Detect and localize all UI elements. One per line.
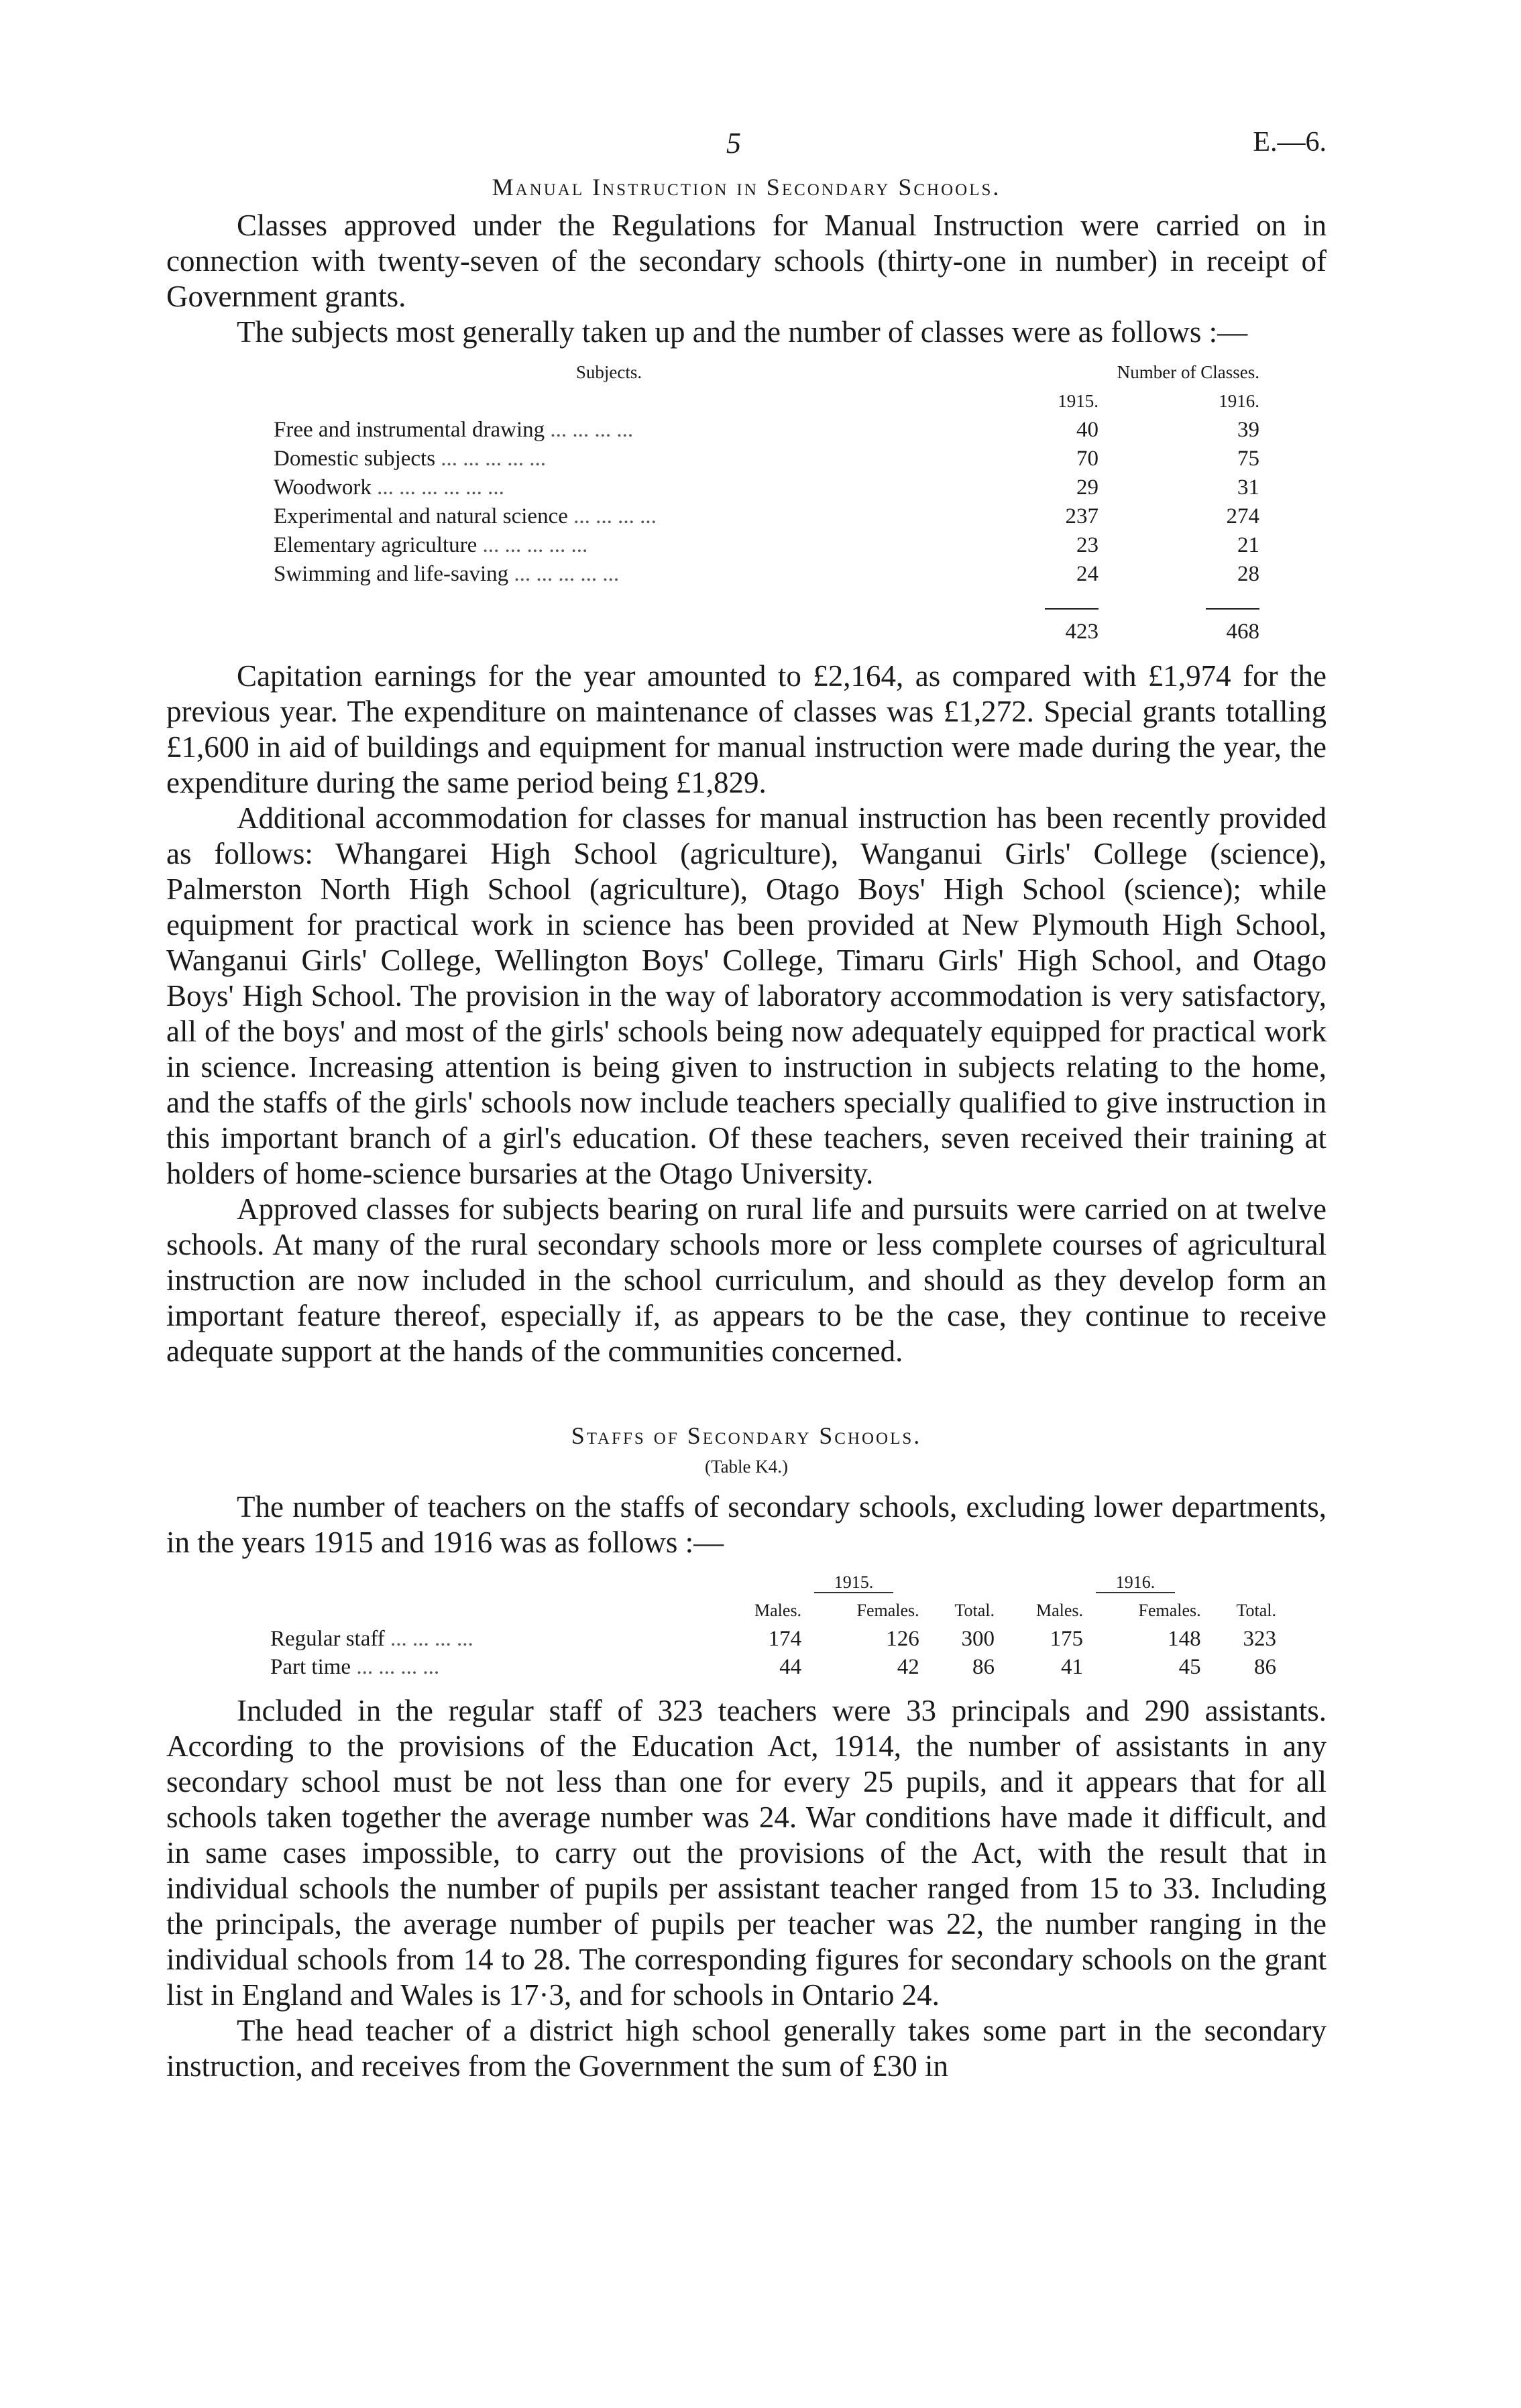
classes-table-wrap bbox=[166, 358, 1327, 646]
subject-name: Experimental and natural science bbox=[274, 504, 568, 528]
leader-dots: ... ... ... ... ... bbox=[441, 447, 547, 471]
staff-table bbox=[270, 1568, 1276, 1681]
cell: 42 bbox=[897, 1655, 919, 1679]
value-1915: 40 bbox=[1076, 418, 1098, 442]
total-row bbox=[274, 618, 1259, 646]
cell: 41 bbox=[1061, 1655, 1084, 1679]
value-1916: 28 bbox=[1237, 562, 1259, 586]
value-1915: 23 bbox=[1076, 533, 1098, 557]
col-header: Total. bbox=[954, 1601, 995, 1620]
table-row bbox=[274, 416, 1259, 445]
value-1915: 29 bbox=[1076, 475, 1098, 500]
classes-table bbox=[274, 358, 1259, 646]
col-header: Males. bbox=[754, 1601, 802, 1620]
table-row bbox=[270, 1653, 1276, 1681]
leader-dots: ... ... ... ... ... bbox=[482, 533, 588, 557]
staff-table-wrap bbox=[166, 1568, 1327, 1681]
table-row bbox=[274, 502, 1259, 531]
section-heading-staffs: Staffs of Secondary Schools. bbox=[571, 1422, 922, 1449]
paragraph: The number of teachers on the staffs of secondary schools, excluding lower departments, in the years 1915 and 1916 was as follows :— bbox=[166, 1490, 1327, 1559]
cell: 300 bbox=[961, 1627, 995, 1651]
table-row bbox=[274, 531, 1259, 560]
document-page bbox=[166, 114, 1327, 2084]
page-number: 5 bbox=[726, 127, 741, 160]
cell: 86 bbox=[1254, 1655, 1276, 1679]
paragraph: The subjects most generally taken up and the number of classes were as follows :— bbox=[237, 315, 1248, 349]
leader-dots: ... ... ... ... bbox=[550, 418, 634, 442]
leader-dots: ... ... ... ... ... bbox=[514, 562, 620, 586]
total-rule bbox=[1045, 608, 1098, 610]
row-label: Regular staff bbox=[270, 1627, 385, 1651]
cell: 45 bbox=[1178, 1655, 1201, 1679]
subject-name: Swimming and life-saving bbox=[274, 562, 509, 586]
page-header bbox=[166, 114, 1327, 168]
value-1915: 237 bbox=[1065, 504, 1098, 528]
total-1915: 423 bbox=[1065, 620, 1098, 644]
col-header: Total. bbox=[1236, 1601, 1276, 1620]
subject-name: Domestic subjects bbox=[274, 447, 436, 471]
col-header-1915: 1915. bbox=[1058, 391, 1098, 411]
section-heading-manual-instruction: Manual Instruction in Secondary Schools. bbox=[492, 174, 1001, 200]
col-header-number: Number of Classes. bbox=[1117, 362, 1259, 382]
col-header: Females. bbox=[856, 1601, 919, 1620]
paragraph: Capitation earnings for the year amounted to £2,164, as compared with £1,974 for the previous year. The expenditure on maintenance of classes was £1,272. Special grants totalling £1,600 in aid of buildings and equipment for manual instruction were made during the year, the expenditure during the same period being £1,829. bbox=[166, 659, 1327, 799]
col-header: Males. bbox=[1036, 1601, 1084, 1620]
cell: 148 bbox=[1168, 1627, 1201, 1651]
paragraph: Additional accommodation for classes for manual instruction has been recently provided as follows: Whangarei High School (agriculture), Wanganui Girls' College (science), Palmerston North High School (agriculture), Otago Boys' High School (science); while equipment for practical work in science has been provided at New Plymouth High School, Wanganui Girls' College, Wellington Boys' College, Timaru Girls' High School, and Otago Boys' High School. The provision in the way of laboratory accommodation is very satisfactory, all of the boys' and most of the girls' schools being now adequately equipped for practical work in science. Increasing attention is being given to instruction in subjects relating to the home, and the staffs of the girls' schools now include teachers specially qualified to give instruction in this important branch of a girl's education. Of these teachers, seven received their training at holders of home-science bursaries at the Otago University. bbox=[166, 801, 1327, 1190]
paragraph: Classes approved under the Regulations for Manual Instruction were carried on in connection with twenty-seven of the secondary schools (thirty-one in number) in receipt of Government grants. bbox=[166, 209, 1327, 313]
document-reference: E.—6. bbox=[1253, 127, 1327, 158]
cell: 174 bbox=[768, 1627, 802, 1651]
total-rule bbox=[1206, 608, 1259, 610]
value-1916: 39 bbox=[1237, 418, 1259, 442]
subject-name: Elementary agriculture bbox=[274, 533, 477, 557]
cell: 86 bbox=[972, 1655, 995, 1679]
cell: 323 bbox=[1243, 1627, 1276, 1651]
leader-dots: ... ... ... ... bbox=[356, 1655, 440, 1679]
value-1916: 21 bbox=[1237, 533, 1259, 557]
value-1916: 31 bbox=[1237, 475, 1259, 500]
cell: 126 bbox=[886, 1627, 919, 1651]
leader-dots: ... ... ... ... bbox=[573, 504, 657, 528]
table-row bbox=[274, 473, 1259, 502]
leader-dots: ... ... ... ... ... ... bbox=[377, 475, 504, 500]
cell: 175 bbox=[1050, 1627, 1084, 1651]
value-1915: 24 bbox=[1076, 562, 1098, 586]
value-1916: 75 bbox=[1237, 447, 1259, 471]
col-header-1916: 1916. bbox=[1219, 391, 1259, 411]
paragraph: The head teacher of a district high school generally takes some part in the secondary instruction, and receives from the Government the sum of £30 in bbox=[166, 2014, 1327, 2083]
table-row bbox=[270, 1625, 1276, 1653]
subject-name: Woodwork bbox=[274, 475, 372, 500]
table-reference: (Table K4.) bbox=[704, 1456, 789, 1477]
cell: 44 bbox=[779, 1655, 802, 1679]
leader-dots: ... ... ... ... bbox=[390, 1627, 473, 1651]
table-row bbox=[274, 445, 1259, 473]
group-header-1915: 1915. bbox=[814, 1572, 894, 1593]
table-row bbox=[274, 560, 1259, 589]
value-1915: 70 bbox=[1076, 447, 1098, 471]
paragraph: Included in the regular staff of 323 teachers were 33 principals and 290 assistants. According to the provisions of the Education Act, 1914, the number of assistants in any secondary school must be not less than one for every 25 pupils, and it appears that for all schools taken together the average number was 24. War conditions have made it difficult, and in same cases impossible, to carry out the provisions of the Act, with the result that in individual schools the number of pupils per assistant teacher ranged from 15 to 33. Including the principals, the average number of pupils per teacher was 22, the number ranging in the individual schools from 14 to 28. The corresponding figures for secondary schools on the grant list in England and Wales is 17·3, and for schools in Ontario 24. bbox=[166, 1694, 1327, 2012]
paragraph: Approved classes for subjects bearing on rural life and pursuits were carried on at twelve schools. At many of the rural secondary schools more or less complete courses of agricultural instruction are now included in the school curriculum, and should as they develop form an important feature thereof, especially if, as appears to be the case, they continue to receive adequate support at the hands of the communities concerned. bbox=[166, 1192, 1327, 1368]
total-1916: 468 bbox=[1226, 620, 1259, 644]
value-1916: 274 bbox=[1226, 504, 1259, 528]
col-header: Females. bbox=[1138, 1601, 1201, 1620]
row-label: Part time bbox=[270, 1655, 351, 1679]
subject-name: Free and instrumental drawing bbox=[274, 418, 545, 442]
col-header-subjects: Subjects. bbox=[575, 362, 642, 382]
group-header-1916: 1916. bbox=[1096, 1572, 1176, 1593]
